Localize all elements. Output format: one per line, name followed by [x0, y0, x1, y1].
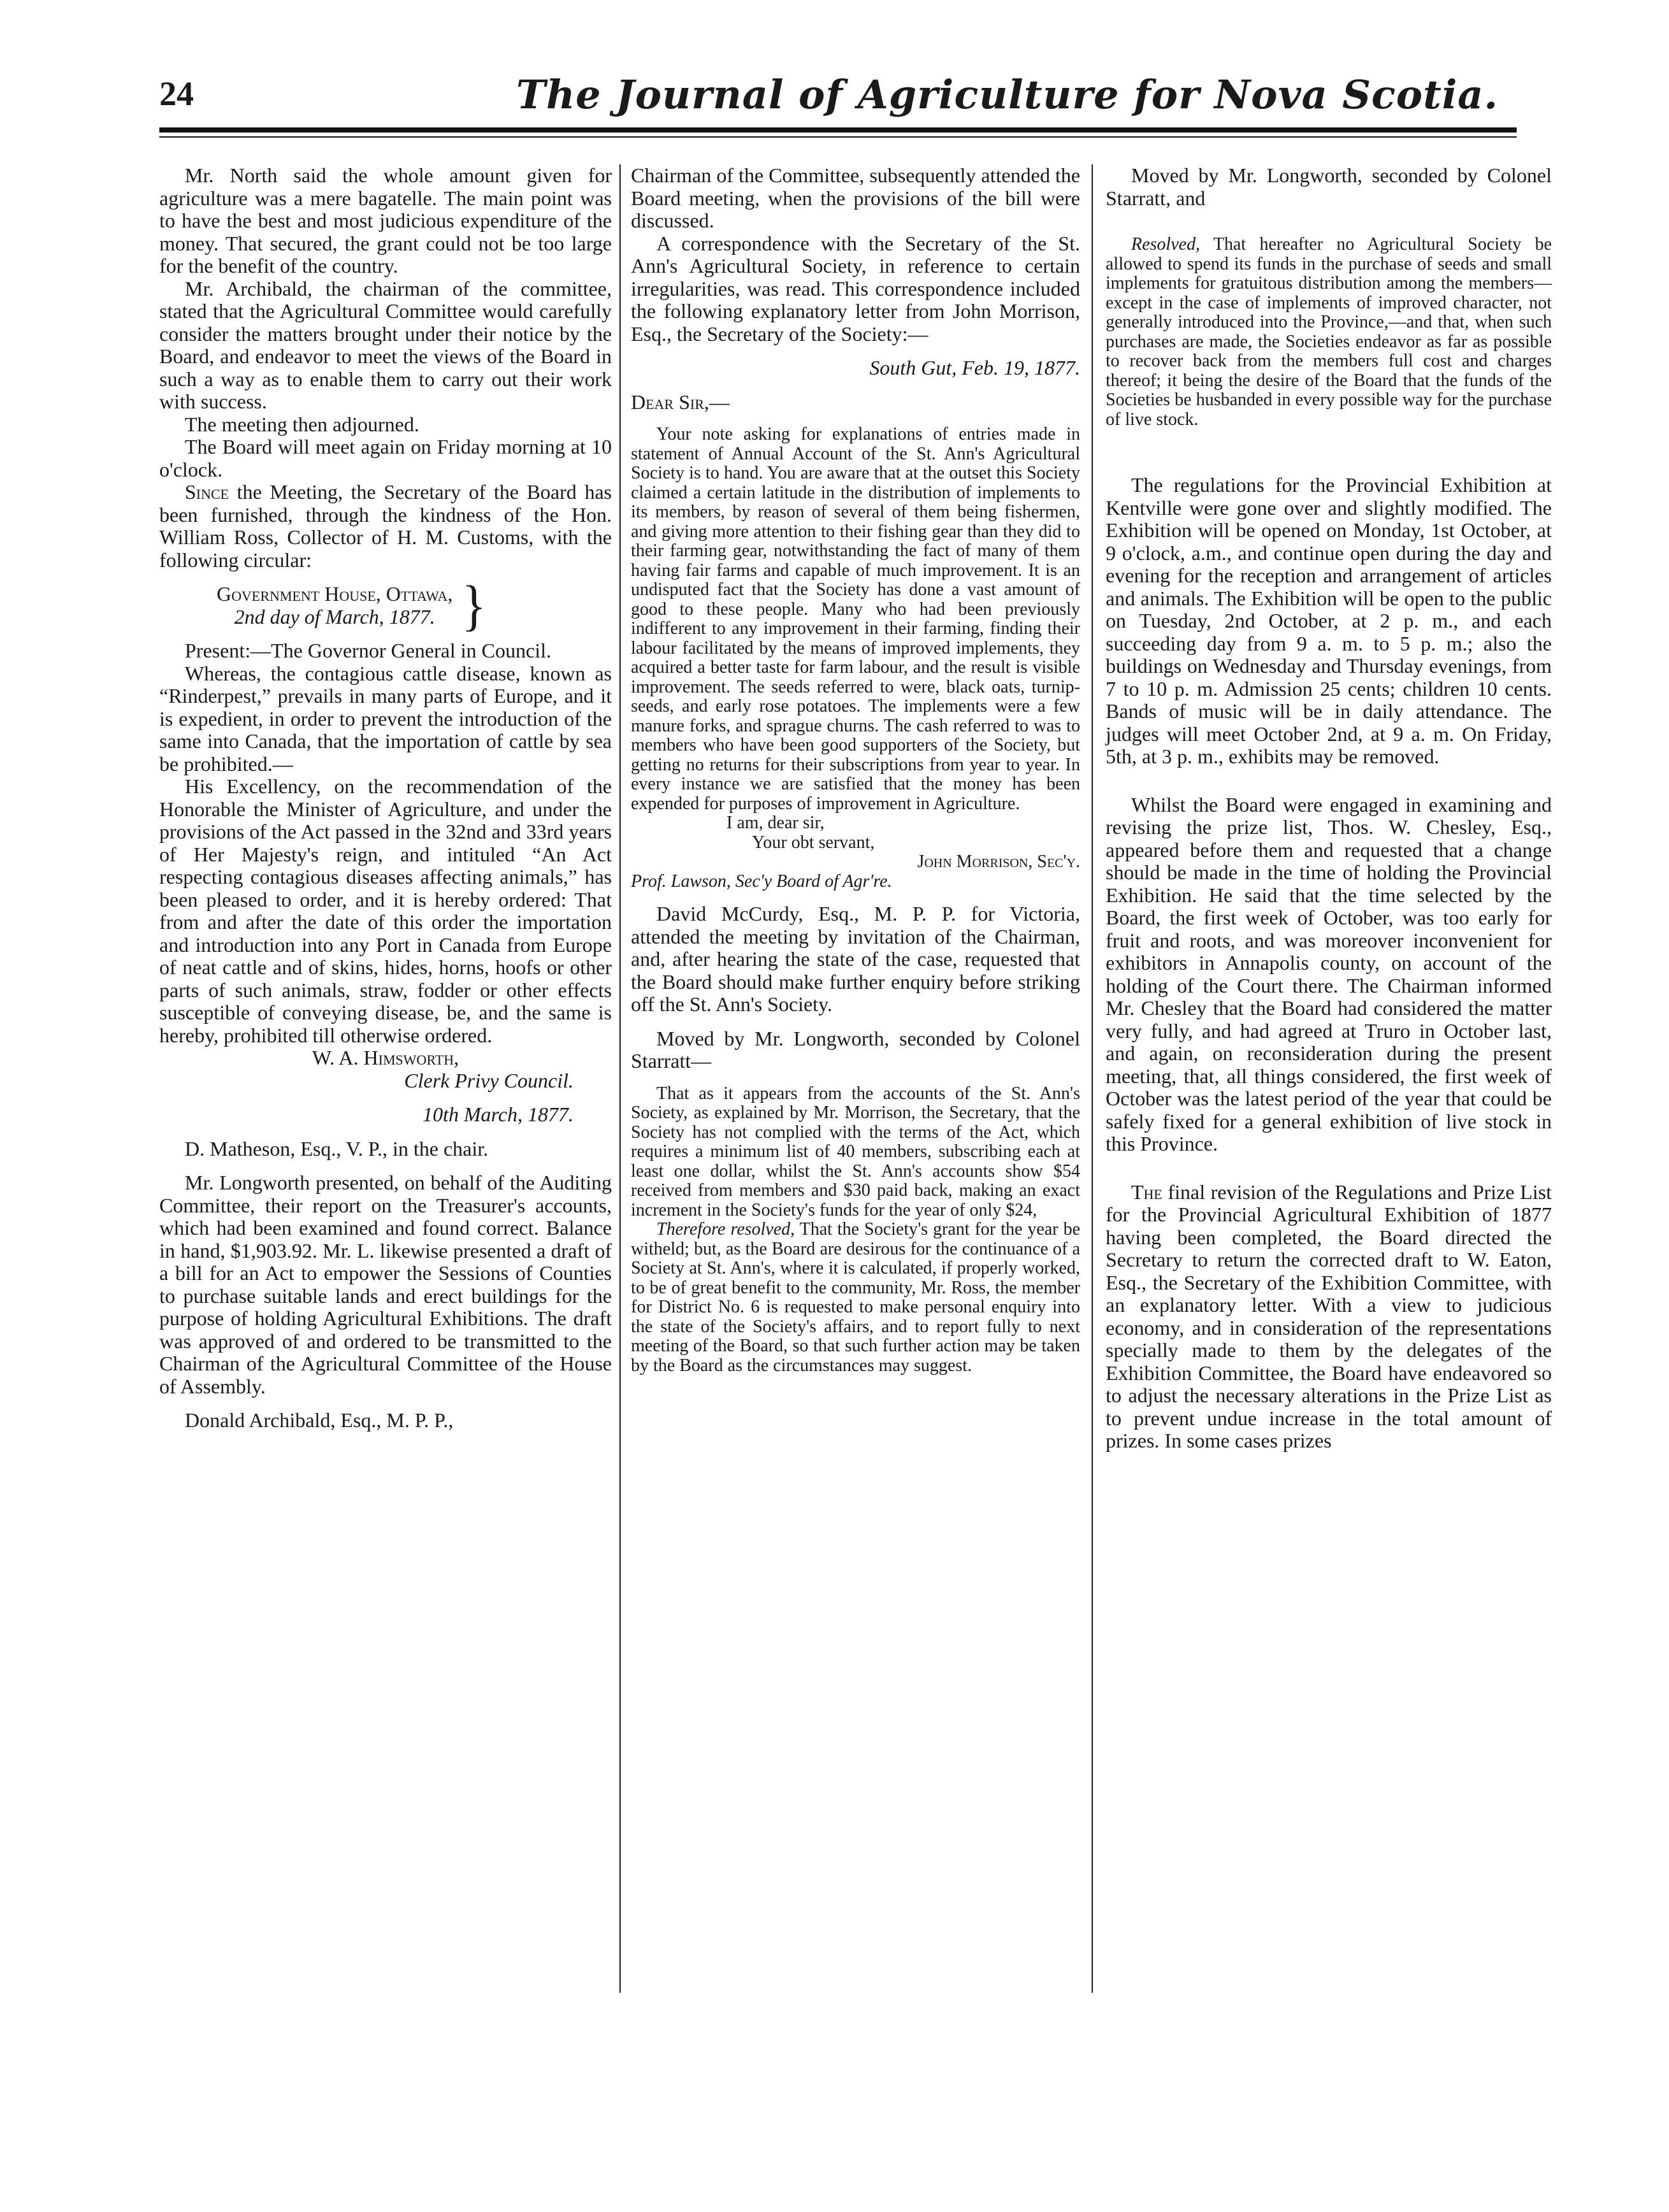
paragraph-text: the Meeting, the Secretary of the Board has been furnished, through the kindness of the Hon. William Ross, Collector of H. M. Customs, with the following circular:	[159, 480, 612, 571]
letter-closing: I am, dear sir,	[726, 813, 825, 833]
column-divider-2	[1092, 164, 1093, 1993]
paragraph: Mr. Longworth presented, on behalf of the Auditing Committee, their report on the Treasurer's accounts, which had been examined and found correct. Balance in hand, $1,903.92. Mr. L. likewise presented a draft of a bill for an Act to empower the Sessions of Counties to purchase suitable lands and erect buildings for the purpose of holding Agricultural Exhibitions. The draft was approved of and ordered to be transmitted to the Chairman of the Agricultural Committee of the House of Assembly.	[159, 1171, 612, 1398]
paragraph: A correspondence with the Secretary of the St. Ann's Agricultural Society, in reference to certain irregularities, was read. This correspondence included the following explanatory letter from John Morrison, Esq., the Secretary of the Society:—	[631, 231, 1080, 345]
resolution	[1106, 235, 1552, 429]
paragraph: Chairman of the Committee, subsequently attended the Board meeting, when the provisions of the bill were discussed.	[631, 164, 1080, 232]
signature-name: W. A. Himsworth,	[312, 1046, 459, 1069]
paragraph: The regulations for the Provincial Exhibition at Kentville were gone over and slightly modified. The Exhibition will be opened on Monday, 1st October, at 9 o'clock, a.m., and continue open during the day and evening for the reception and arrangement of articles and animals. The Exhibition will be open to the public on Tuesday, 2nd October, at 2 p. m., and each succeeding day from 9 a. m. to 5 p. m.; also the buildings on Wednesday and Thursday evenings, from 7 to 10 p. m. Admission 25 cents; children 10 cents. Bands of music will be in daily attendance. The judges will meet October 2nd, at 9 a. m. On Friday, 5th, at 3 p. m., exhibits may be removed.	[1106, 473, 1552, 768]
paragraph: David McCurdy, Esq., M. P. P. for Victoria, attended the meeting by invitation of the Chairman, and, after hearing the state of the case, requested that the Board should make further enquiry before striking off the St. Ann's Society.	[631, 902, 1080, 1016]
lead-word: Since	[185, 480, 229, 503]
paragraph: The Board will meet again on Friday morning at 10 o'clock.	[159, 435, 612, 481]
column-2	[631, 164, 1080, 1375]
resolution-text: That hereafter no Agricultural Society be allowed to spend its funds in the purchase of seeds and small implements for gratuitous distribution among the members—except in the case of implements of improved character, not generally introduced into the Province,—and that, when such purchases are made, the Societies endeavor as far as possible to recover back from the members full cost and charges thereof; it being the desire of the Board that the funds of the Societies be husbanded in every possible way for the purchase of live stock.	[1106, 234, 1552, 429]
paragraph-text: final revision of the Regulations and Prize List for the Provincial Agricultural Exhibition of 1877 having been completed, the Board directed the Secretary to return the corrected draft to W. Eaton, Esq., the Secretary of the Exhibition Committee, with an explanatory letter. With a view to judicious economy, and in consideration of the representations specially made to them by the delegates of the Exhibition Committee, the Board have endeavored so to adjust the necessary alterations in the Prize List as to prevent undue increase in the total amount of prizes. In some cases prizes	[1106, 1180, 1552, 1452]
paragraph: Whereas, the contagious cattle disease, known as “Rinderpest,” prevails in many parts of Europe, and it is expedient, in order to prevent the introduction of the same into Canada, that the importation of cattle by sea be prohibited.—	[159, 661, 612, 775]
resolution-text: That the Society's grant for the year be witheld; but, as the Board are desirous for the continuance of a Society at St. Ann's, where it is calculated, if properly worked, to be of great benefit to the community, Mr. Ross, the member for District No. 6 is requested to make personal enquiry into the state of the Society's affairs, and to report fully to next meeting of the Board, so that such further action may be taken by the Board as the circumstances may suggest.	[631, 1219, 1080, 1375]
lead-word: The	[1131, 1180, 1162, 1203]
brace-glyph: }	[461, 575, 486, 636]
resolution	[631, 1220, 1080, 1375]
header-rule-thick	[159, 127, 1517, 133]
signature-title: Clerk Privy Council.	[404, 1068, 574, 1092]
column-1	[159, 164, 612, 1432]
resolution: That as it appears from the accounts of the St. Ann's Society, as explained by Mr. Morrison, the Secretary, that the Society has not complied with the terms of the Act, which requires a minimum list of 40 members, subscribing each at least one dollar, whilst the St. Ann's accounts show $54 received from members and $30 paid back, making an exact increment in the Society's funds for the year of only $24,	[631, 1083, 1080, 1220]
paragraph: Present:—The Governor General in Council.	[185, 639, 551, 662]
paragraph: Mr. Archibald, the chairman of the committee, stated that the Agricultural Committee would carefully consider the matters brought under their notice by the Board, and endeavor to meet the views of the Board in such a way as to enable them to carry out their work with success.	[159, 276, 612, 413]
paragraph: The meeting then adjourned.	[185, 412, 419, 436]
paragraph: His Excellency, on the recommendation of the Honorable the Minister of Agriculture, and under the provisions of the Act passed in the 32nd and 33rd years of Her Majesty's reign, and intituled “An Act respecting contagious diseases affecting animals,” has been pleased to order, and it is hereby ordered: That from and after the date of this order the importation and introduction into any Port in Canada from Europe of neat cattle and of skins, hides, horns, hoofs or other parts of such animals, straw, fodder or other effects susceptible of conveying disease, be, and the same is hereby, prohibited till otherwise ordered.	[159, 775, 612, 1047]
paragraph	[159, 481, 612, 571]
letter-body: Your note asking for explanations of entries made in statement of Annual Account of the St. Ann's Agricultural Society is to hand. You are aware that at the outset this Society claimed a certain latitude in the distribution of implements to its members, by reason of several of them being fishermen, and giving more attention to their fishing gear than they did to their farming gear, notwithstanding the fact of many of them having fair farms and capable of much improvement. It is an undisputed fact that the Society has done a vast amount of good to these people. Many who had been previously indifferent to any improvement in their farming, finding their labour facilitated by the means of improved implements, they acquired a better taste for farm labour, and the result is visible improvement. The seeds referred to were, black oats, turnip-seeds, and early rose potatoes. The implements were a few manure forks, and sprague churns. The cash referred to was to members who have been good supporters of the Society, but getting no returns for their subscriptions from year to year. In every instance we are satisfied that the money has been expended for purposes of improvement in Agriculture.	[631, 424, 1080, 814]
paragraph: Moved by Mr. Longworth, seconded by Colonel Starratt, and	[1106, 164, 1552, 210]
letter-salutation: Dear Sir,—	[631, 390, 730, 413]
paragraph: Moved by Mr. Longworth, seconded by Colonel Starratt—	[631, 1026, 1080, 1072]
dateline-date: 2nd day of March, 1877.	[234, 605, 435, 628]
resolution-lead: Resolved,	[1131, 234, 1201, 254]
header-rule-thin	[159, 136, 1517, 138]
paragraph: Mr. North said the whole amount given for agriculture was a mere bagatelle. The main point was to have the best and most judicious expenditure of the money. That secured, the grant could not be too large for the benefit of the country.	[159, 164, 612, 277]
letter-date: South Gut, Feb. 19, 1877.	[869, 356, 1080, 379]
dateline	[159, 575, 612, 636]
page-header	[159, 71, 1517, 116]
paragraph	[1106, 1181, 1552, 1453]
page-number: 24	[159, 75, 194, 113]
column-3	[1106, 164, 1552, 1453]
paragraph: Donald Archibald, Esq., M. P. P.,	[185, 1409, 454, 1432]
resolution-lead: Therefore resolved,	[656, 1219, 795, 1239]
dateline-place: Government House, Ottawa,	[217, 582, 453, 605]
paragraph: Whilst the Board were engaged in examining and revising the prize list, Thos. W. Chesley, Esq., appeared before them and requested that a change should be made in the time of holding the Provincial Exhibition. He said that the time selected by the Board, the first week of October, was too early for fruit and roots, and was moreover inconvenient for exhibitors in Annapolis county, on account of the holding of the Court there. The Chairman informed Mr. Chesley that the Board had considered the matter very fully, and had agreed at Truro in October last, and again, on reconsideration during the present meeting, that, all things considered, the first week of October was the latest period of the year that could be safely fixed for a general exhibition of live stock in this Province.	[1106, 793, 1552, 1155]
paragraph: D. Matheson, Esq., V. P., in the chair.	[185, 1137, 489, 1160]
letter-closing: Your obt servant,	[752, 832, 875, 852]
letter-addressee: Prof. Lawson, Sec'y Board of Agr're.	[631, 871, 892, 891]
column-divider-1	[619, 164, 621, 1993]
order-date: 10th March, 1877.	[422, 1103, 574, 1126]
letter-signature: John Morrison, Sec'y.	[917, 852, 1080, 872]
journal-title: The Journal of Agriculture for Nova Scotia.	[516, 71, 1499, 118]
